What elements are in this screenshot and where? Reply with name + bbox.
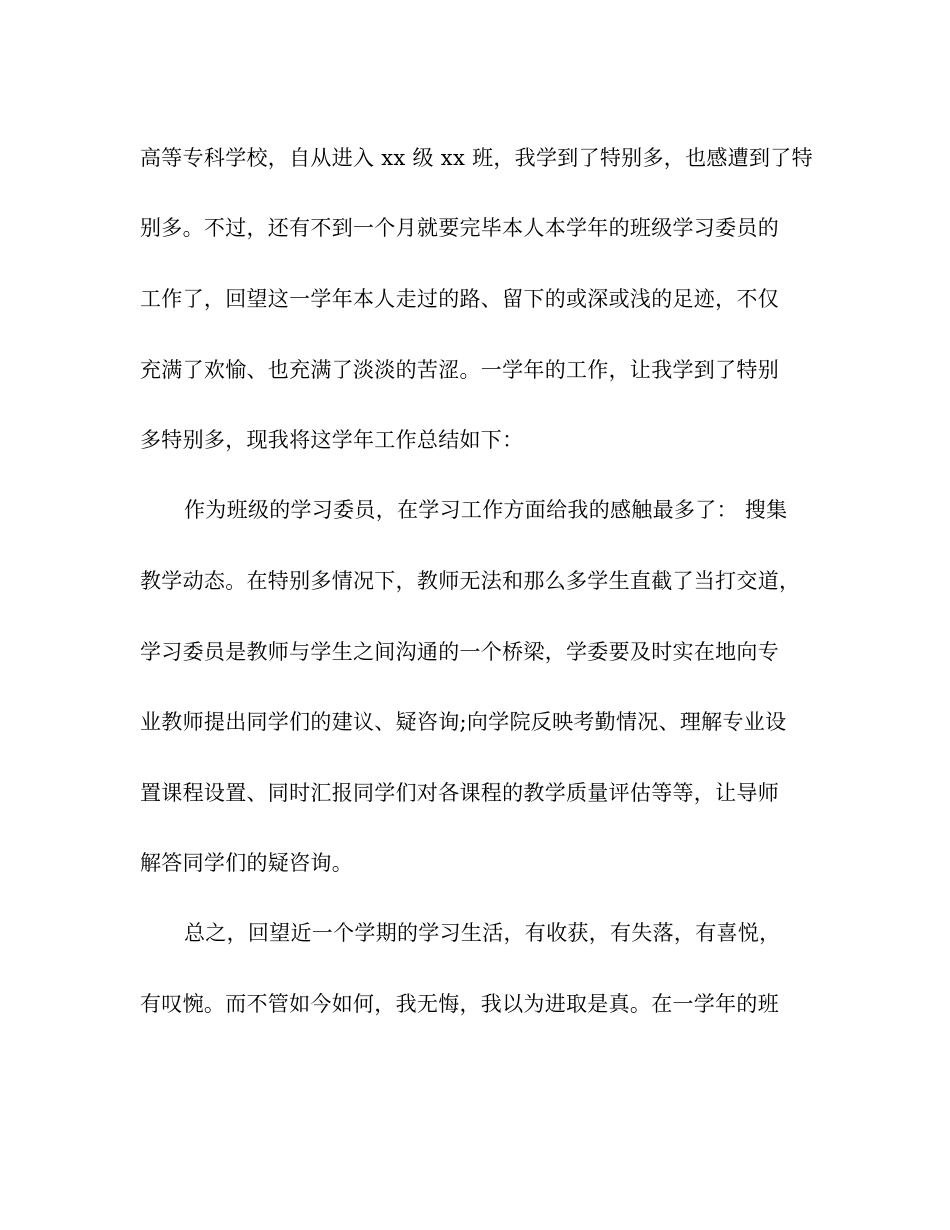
paragraph-first-line: 总之，回望近一个学期的学习生活，有收获，有失落，有喜悦， [184,921,781,945]
text-line: 多特别多，现我将这学年工作总结如下： [140,428,524,452]
paragraph-first-line: 作为班级的学习委员，在学习工作方面给我的感触最多了： 搜集 [184,498,788,522]
text-line: 学习委员是教师与学生之间沟通的一个桥梁，学委要及时实在地向专 [140,640,779,664]
text-line: 别多。不过，还有不到一个月就要完毕本人本学年的班级学习委员的 [140,216,779,240]
text-line: 业教师提出同学们的建议、疑咨询;向学院反映考勤情况、理解专业设 [140,710,787,734]
text-line: 有叹惋。而不管如今如何，我无悔，我以为进取是真。在一学年的班 [140,992,779,1016]
text-line: 高等专科学校，自从进入 xx 级 xx 班，我学到了特别多，也感遭到了特 [140,146,813,170]
text-line: 工作了，回望这一学年本人走过的路、留下的或深或浅的足迹，不仅 [140,287,779,311]
text-line: 置课程设置、同时汇报同学们对各课程的教学质量评估等等，让导师 [140,781,779,805]
text-line: 解答同学们的疑咨询。 [140,851,353,875]
text-line: 充满了欢愉、也充满了淡淡的苦涩。一学年的工作，让我学到了特别 [140,358,779,382]
text-line: 教学动态。在特别多情况下，教师无法和那么多学生直截了当打交道， [140,569,801,593]
